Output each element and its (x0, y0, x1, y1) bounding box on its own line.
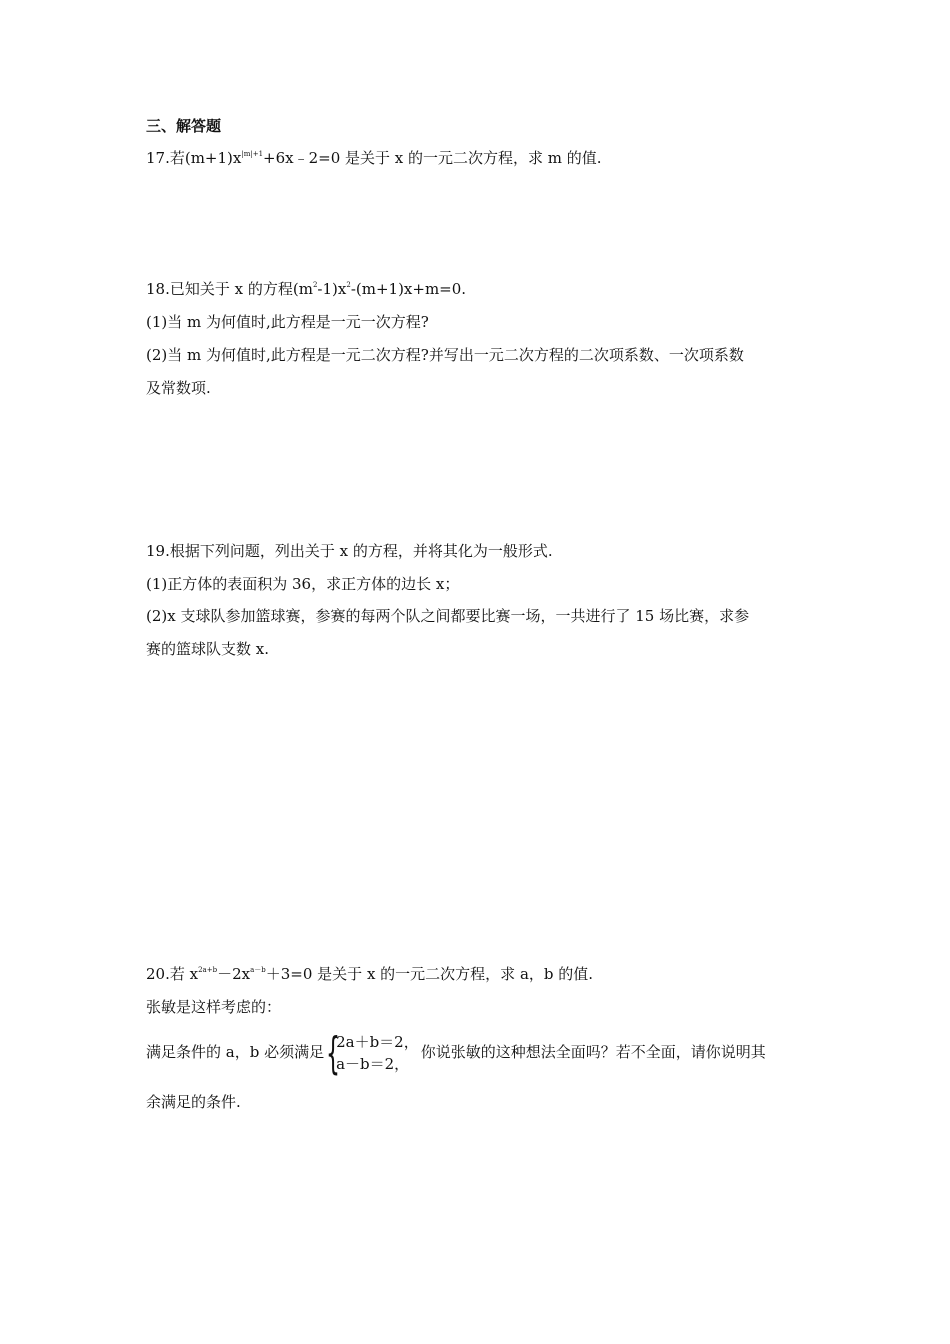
q20-text-c: ＋3=0 是关于 x 的一元二次方程，求 a，b 的值. (265, 965, 594, 983)
section-title: 三、解答题 (146, 117, 222, 135)
q18-exponent-1: 2 (312, 281, 318, 289)
q18-text-a: 18.已知关于 x 的方程(m (146, 280, 313, 298)
left-brace: { (326, 1028, 341, 1079)
q18-exponent-2: 2 (346, 281, 351, 289)
q20-line3-suffix: 你说张敏的这种想法全面吗？若不全面，请你说明其 (420, 1043, 766, 1061)
question-20-line4: 余满足的条件. (146, 1093, 241, 1111)
q18-text-c: -(m+1)x+m=0. (350, 280, 467, 298)
q20-exponent-1: 2a+b (198, 966, 218, 974)
question-18-part2-line1: (2)当 m 为何值时,此方程是一元二次方程?并写出一元二次方程的二次项系数、一次项系数 (146, 346, 744, 364)
question-18-part1: (1)当 m 为何值时,此方程是一元一次方程? (146, 313, 429, 331)
q20-text-a: 20.若 x (146, 965, 199, 983)
question-17 (146, 148, 816, 168)
q17-exponent: |m|+1 (241, 150, 264, 158)
q20-text-b: －2x (217, 965, 251, 983)
q20-line3-prefix: 满足条件的 a，b 必须满足 (146, 1043, 325, 1061)
question-20-line2: 张敏是这样考虑的： (146, 998, 282, 1016)
system-row-1: 2a＋b＝2， (336, 1033, 419, 1051)
question-19-part1: (1)正方体的表面积为 36，求正方体的边长 x； (146, 575, 460, 593)
equation-system (326, 1028, 419, 1079)
question-18-stem (146, 279, 816, 299)
question-20-stem (146, 964, 816, 984)
question-18-part2-line2: 及常数项. (146, 379, 211, 397)
q17-prefix: 17.若(m+1)x (146, 149, 242, 167)
question-20-line3 (146, 1028, 816, 1079)
question-19-part2-line2: 赛的篮球队支数 x. (146, 640, 269, 658)
q17-suffix: +6x﹣2=0 是关于 x 的一元二次方程，求 m 的值. (263, 149, 602, 167)
question-19-stem: 19.根据下列问题，列出关于 x 的方程，并将其化为一般形式. (146, 542, 553, 560)
system-row-2: a－b＝2， (336, 1055, 410, 1073)
q20-exponent-2: a－b (250, 966, 266, 974)
q18-text-b: -1)x (317, 280, 347, 298)
question-19-part2-line1: (2)x 支球队参加篮球赛，参赛的每两个队之间都要比赛一场，一共进行了 15 场比赛，求参 (146, 607, 750, 625)
